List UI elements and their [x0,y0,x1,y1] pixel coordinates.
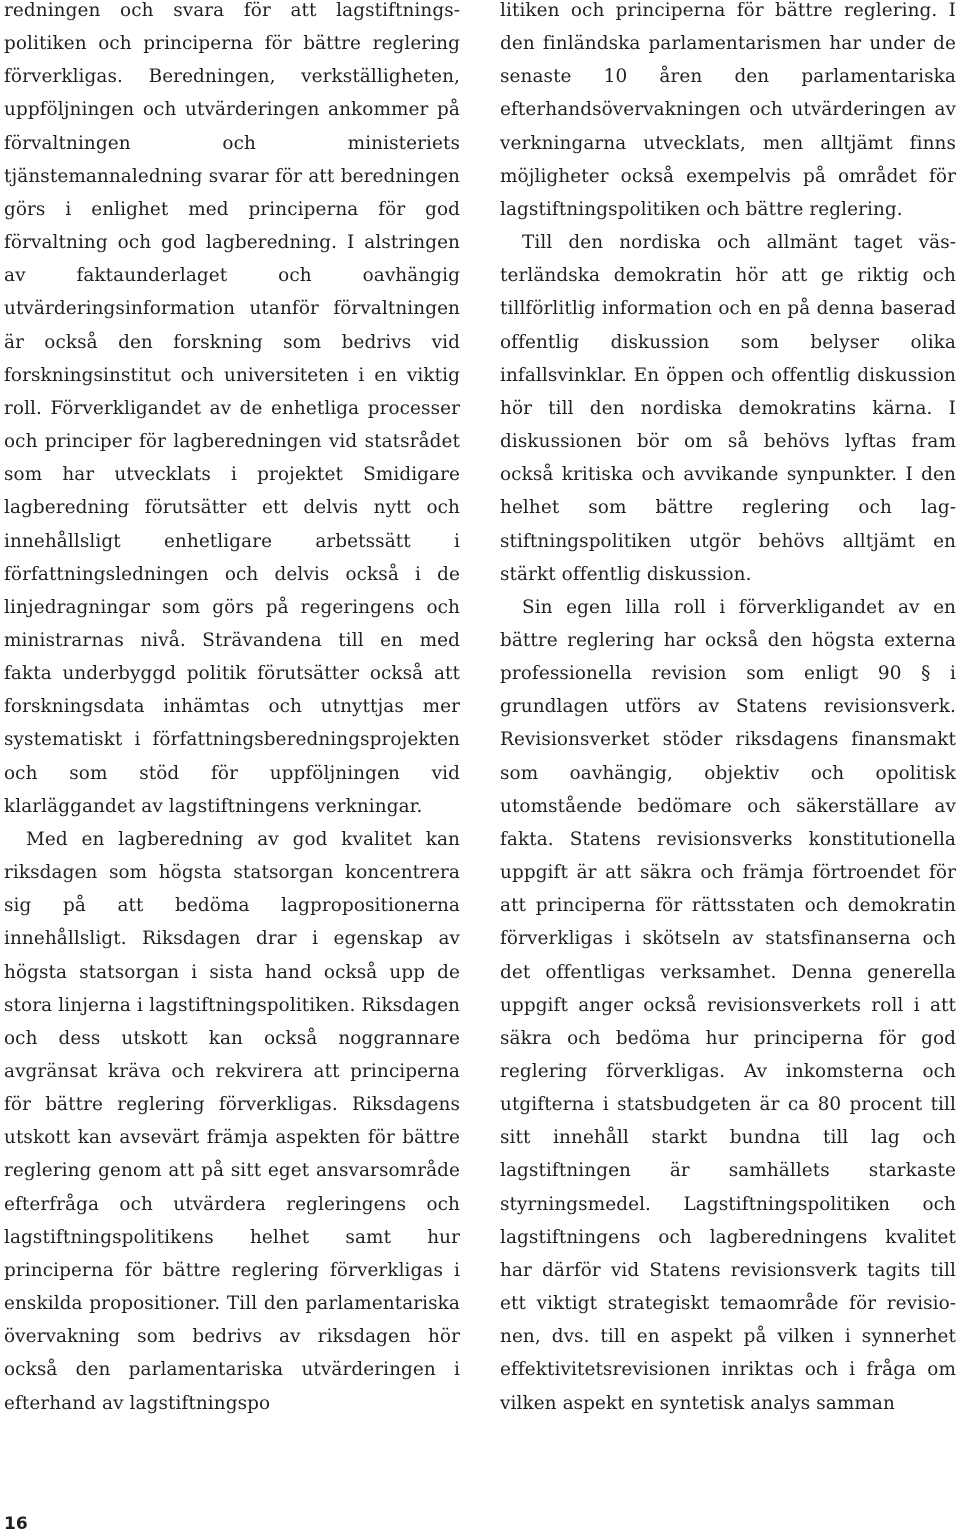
page-number: 16 [4,1514,28,1534]
paragraph: litiken och principerna för bättre reglering. I den finländska parlamentarismen har under de senaste 10 åren den parlamentariska efterhandsövervakningen och utvärderingen av verkningarna utvecklats, men alltjämt finns möjligheter också exempelvis på området för lagstiftningspolitiken och bättre reglering. [500,0,956,220]
paragraph: Till den nordiska och allmänt taget västerländska demokratin hör att ge riktig och tillförlitlig information och en på denna baserad offentlig diskussion som belyser olika infallsvinklar. En öppen och offentlig diskussion hör till den nordiska demokratins kärna. I diskussionen bör om så behövs lyftas fram också kritiska och avvikande synpunkter. I den helhet som bättre reglering och lagstiftningspolitiken utgör behövs alltjämt en stärkt offentlig diskussion. [500,232,956,585]
left-column [4,0,460,1420]
paragraph: redningen och svara för att lagstiftningspolitiken och principerna för bättre reglering förverkligas. Beredningen, verkställigheten, uppföljningen och utvärderingen ankommer på förvaltningen och ministeriets tjänstemannaledning svarar för att beredningen görs i enlighet med principerna för god förvaltning och god lagberedning. I alstringen av faktaunderlaget och oavhängig utvärderingsinformation utanför förvaltningen är också den forskning som bedrivs vid forskningsinstitut och universiteten i en viktig roll. Förverkligandet av de enhetliga processer och principer för lagberedningen vid statsrådet som har utvecklats i projektet Smidigare lagberedning förutsätter ett delvis nytt och innehållsligt enhetligare arbetssätt i författningsledningen och delvis också i de linjedragningar som görs på regeringens och ministrarnas nivå. Strävandena till en med fakta underbyggd politik förutsätter också att forskningsdata inhämtas och utnyttjas mer systematiskt i författningsberedningsprojekten och som stöd för uppföljningen vid klarläggandet av lagstiftningens verkningar. [4,0,460,817]
paragraph: Sin egen lilla roll i förverkligandet av en bättre reglering har också den högsta externa professionella revision som enligt 90 § i grundlagen utförs av Statens revisionsverk. Revisionsverket stöder riksdagens finansmakt som oavhängig, objektiv och opolitisk utomstående bedömare och säkerställare av fakta. Statens revisionsverks konstitutionella uppgift är att säkra och främja förtroendet för att principerna för rättsstaten och demokratin förverkligas i skötseln av statsfinanserna och det offentligas verksamhet. Denna generella uppgift anger också revisionsverkets roll i att säkra och bedöma hur principerna för god reglering förverkligas. Av inkomsterna och utgifterna i statsbudgeten är ca 80 procent till sitt innehåll starkt bundna till lag och lagstiftningen är samhällets starkaste styrningsmedel. Lagstiftningspolitiken och lagstiftningens och lagberedningens kvalitet har därför vid Statens revisionsverk tagits till ett viktigt strategiskt temaområde för revisionen, dvs. till en aspekt på vilken i synnerhet effektivitetsrevisionen inriktas och i fråga om vilken aspekt en syntetisk analys samman [500,596,956,1414]
paragraph: Med en lagberedning av god kvalitet kan riksdagen som högsta statsorgan koncentrera sig på att bedöma lagpropositionerna innehållsligt. Riksdagen drar i egenskap av högsta statsorgan i sista hand också upp de stora linjerna i lagstiftningspolitiken. Riksdagen och dess utskott kan också noggrannare avgränsat kräva och rekvirera att principerna för bättre reglering förverkligas. Riksdagens utskott kan avsevärt främja aspekten för bättre reglering genom att på sitt eget ansvarsområde efterfråga och utvärdera regleringens och lagstiftningspolitikens helhet samt hur principerna för bättre reglering förverkligas i enskilda propositioner. Till den parlamentariska övervakning som bedrivs av riksdagen hör också den parlamentariska utvärderingen i efterhand av lagstiftningspo [4,828,460,1414]
right-column [500,0,956,1420]
